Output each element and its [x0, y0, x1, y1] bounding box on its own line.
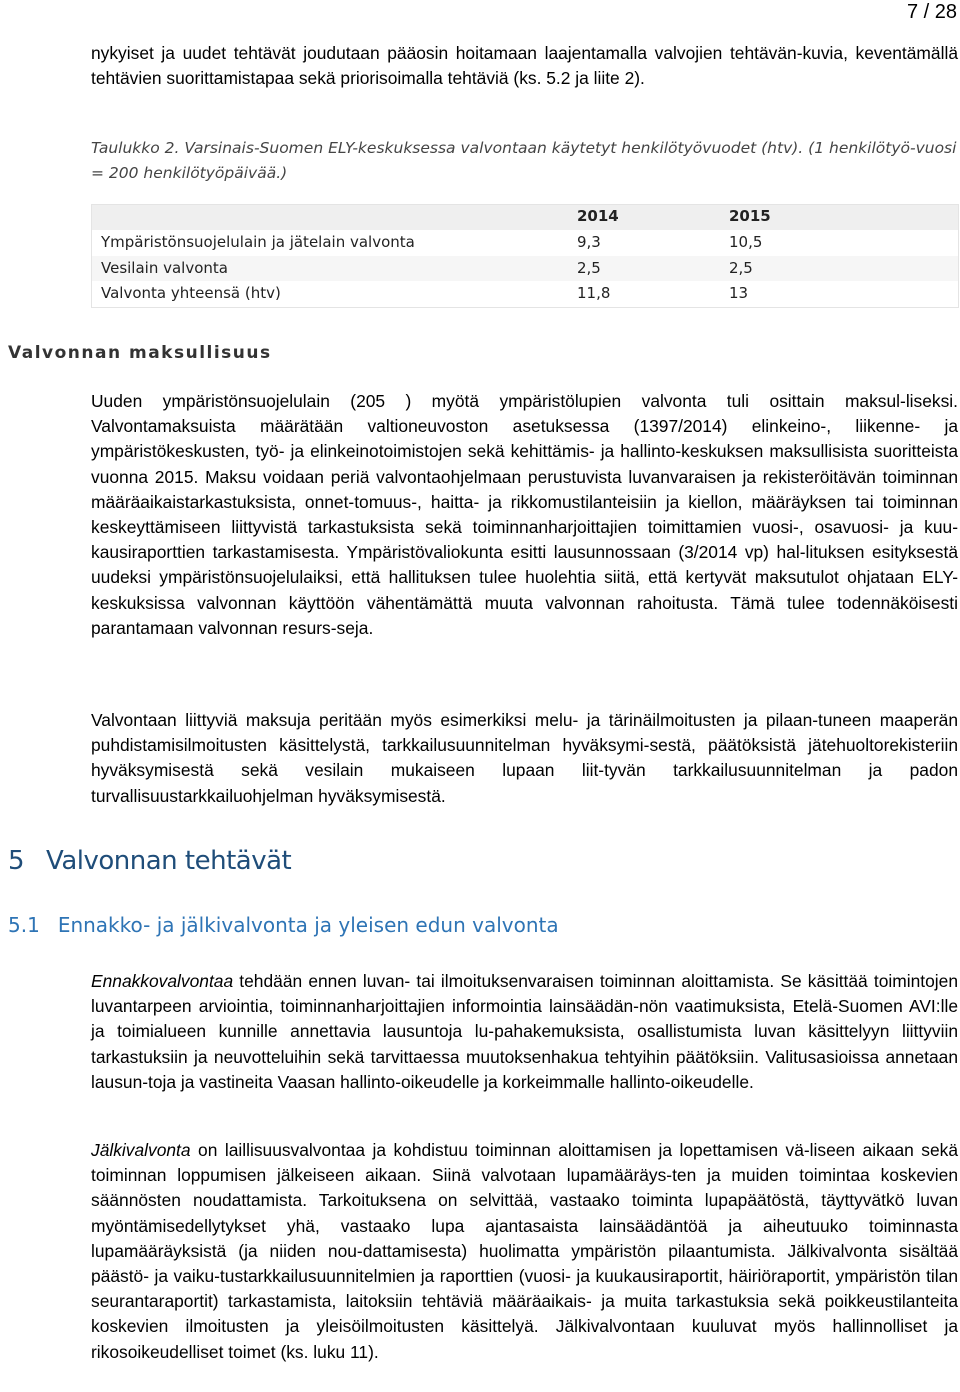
- ennakkovalvonta-paragraph: [91, 969, 958, 1095]
- section-heading-maksullisuus: Valvonnan maksullisuus: [8, 343, 272, 363]
- paragraph-text: on laillisuusvalvontaa ja kohdistuu toiminnan aloittamisen ja lopettamisen vä-liseen aikaan sekä toiminnan loppumisen jälkeiseen aikaan. Siinä valvotaan lupamääräys-ten ja muiden toimintaa koskevien säännösten noudattamista. Tarkoituksena on selvittää, vastaako toiminta lupapäätöstä, täyttyvätkö luvan myöntämisedellytykset yhä, vastaako lupa ajantasaista lainsäädäntöä ja aiheutuuko toiminnasta lupamääräyksistä (ja niiden nou-dattamisesta) huolimatta ympäristön pilaantumista. Jälkivalvonta sisältää päästö- ja vaiku-tustarkkailusuunnitelmien ja raporttien (vuosi- ja kuukausiraportit, häiriöraportit, ympäristön tilan seurantaraportit) tarkastamista, laitoksiin tehtäviä määräaikais- ja muita tarkastuksia sekä poikkeustilanteita koskevien ilmoitusten ja yleisöilmoitusten käsittelyä. Jälkivalvontaan kuuluvat myös hallinnolliset ja rikosoikeudelliset toimet (ks. luku 11).: [91, 1140, 958, 1362]
- table-cell: 13: [729, 284, 749, 302]
- table-cell: 11,8: [577, 284, 611, 302]
- table-cell: 2,5: [729, 256, 958, 282]
- term-ennakkovalvonta: Ennakkovalvontaa: [91, 971, 234, 991]
- jalkivalvonta-paragraph: [91, 1138, 958, 1365]
- heading-number: 5.1: [8, 913, 40, 937]
- paragraph-text: tehdään ennen luvan- tai ilmoituksenvaraisen toiminnan aloittamista. Se käsittää toimintojen luvantarpeen arviointia, toiminnanharjoittajien informointia lainsäädän-nön vaatimuksista, Etelä-Suomen AVI:lle ja toimialueen kunnille annettavia lausuntoja lu-pahakemuksista, osallistumista luvan käsittelyyn liittyviin tarkastuksiin ja neuvotteluihin sekä tarvittaessa muutoksenhakua tehtyihin päätöksiin. Valitusasioissa annetaan lausun-toja ja vastineita Vaasan hallinto-oikeudelle ja korkeimmalle hallinto-oikeudelle.: [91, 971, 958, 1092]
- maksu-paragraph-1: Uuden ympäristönsuojelulain (205 ) myötä ympäristölupien valvonta tuli osittain maksul-liseksi. Valvontamaksuista määrätään valtioneuvoston asetuksessa (1397/2014) elinkeino-, liikenne- ja ympäristökeskusten, työ- ja elinkeinotoimistojen sekä kehittämis- ja hallinto-keskuksen maksullisista suoritteista vuonna 2015. Maksu voidaan periä valvontaohjelmaan perustuvista luvanvaraisen ja rekisteröitävän toiminnan määräaikaistarkastuksista, onnet-tomuus-, haitta- ja rikkomustilanteisiin ja kiellon, määräyksen tai toiminnan keskeyttämiseen liittyvistä tarkastuksista sekä toiminnanharjoittajien toimittamien vuosi-, osavuosi- ja kuu-kausiraporttien tarkastamisesta. Ympäristövaliokunta esitti lausunnossaan (3/2014 vp) hal-lituksen esityksestä uudeksi ympäristönsuojelulaiksi, että hallituksen tulee huolehtia siitä, että kertyvät maksutulot ohjataan ELY-keskuksissa valvonnan käyttöön vähentämättä muuta valvonnan rahoitusta. Tämä tulee todennäköisesti parantamaan valvonnan resurs-seja.: [91, 391, 958, 638]
- table-row: [91, 230, 958, 256]
- heading-section-5-1: [8, 913, 559, 937]
- table-row: [91, 281, 958, 307]
- table-cell: Vesilain valvonta: [91, 256, 577, 282]
- table-cell: 2,5: [577, 256, 729, 282]
- table-row: [91, 256, 958, 282]
- heading-title: Valvonnan tehtävät: [46, 846, 292, 876]
- maksu-paragraph-2: Valvontaan liittyviä maksuja peritään myös esimerkiksi melu- ja tärinäilmoitusten ja pilaan-tuneen maaperän puhdistamisilmoitusten käsittelystä, tarkkailusuunnitelman hyväksymi-sestä, päätöksistä jätehuoltorekisteriin hyväksymisestä sekä vesilain mukaiseen lupaan liit-tyvän tarkkailusuunnitelman ja padon turvallisuustarkkailuohjelman hyväksymisestä.: [91, 710, 958, 806]
- intro-paragraph: nykyiset ja uudet tehtävät joudutaan pääosin hoitamaan laajentamalla valvojien tehtävän-kuvia, keventämällä tehtävien suorittamistapaa sekä priorisoimalla tehtäviä (ks. 5.2 ja liite 2).: [91, 43, 958, 89]
- page-number: 7 / 28: [906, 1, 957, 23]
- table-caption: Taulukko 2. Varsinais-Suomen ELY-keskuksessa valvontaan käytetyt henkilötyövuodet (htv). (1 henkilötyö-vuosi = 200 henkilötyöpäivää.): [91, 139, 957, 182]
- term-jalkivalvonta: Jälkivalvonta: [91, 1140, 191, 1160]
- heading-section-5: [8, 846, 291, 876]
- table-header-cell: 2015: [729, 204, 958, 230]
- table-cell: Valvonta yhteensä (htv): [101, 284, 281, 302]
- table-cell: 10,5: [729, 233, 763, 251]
- heading-title: Ennakko- ja jälkivalvonta ja yleisen edun valvonta: [57, 913, 559, 937]
- table-cell: 9,3: [577, 233, 601, 251]
- staffing-table: [91, 204, 958, 307]
- table-header-cell: [91, 204, 577, 230]
- table-cell: Ympäristönsuojelulain ja jätelain valvonta: [101, 233, 415, 251]
- table-header-row: [91, 204, 958, 230]
- heading-number: 5: [8, 846, 25, 876]
- table-header-cell: 2014: [577, 204, 729, 230]
